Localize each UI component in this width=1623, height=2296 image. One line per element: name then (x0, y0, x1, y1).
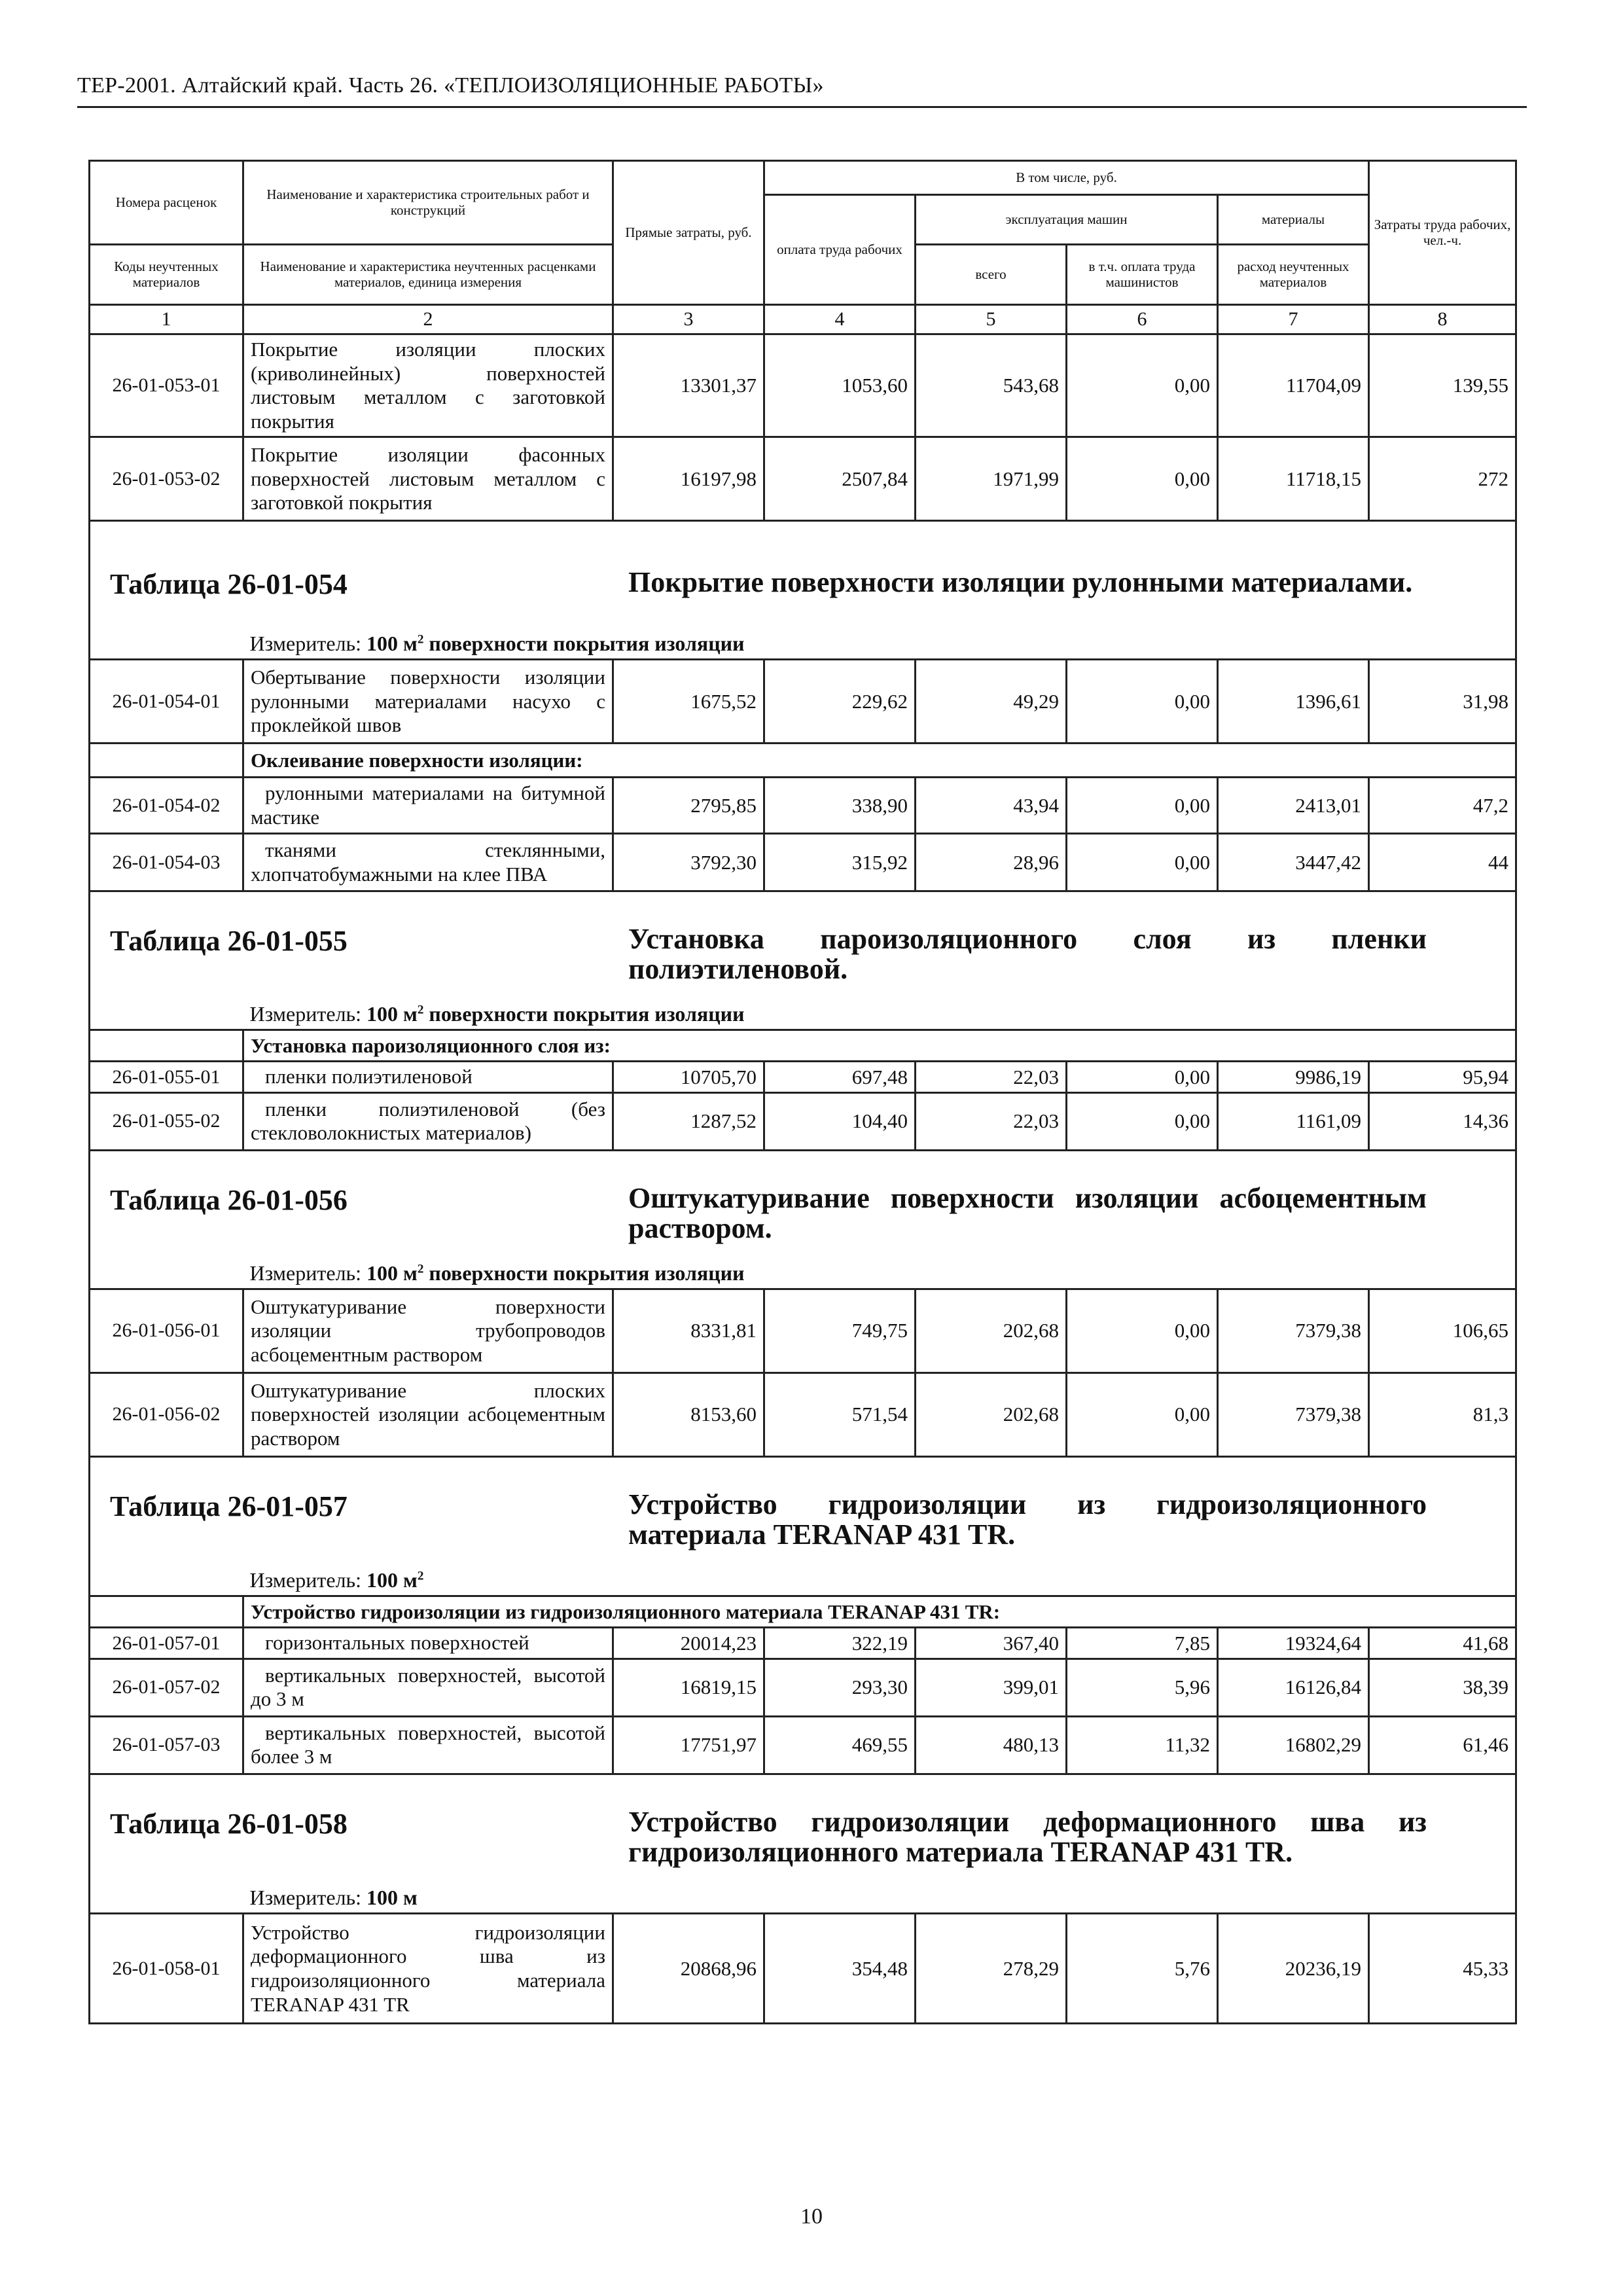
rate-row (90, 1289, 1516, 1372)
rate-row (90, 1628, 1516, 1659)
measure-label: Измеритель: (249, 1568, 362, 1592)
col3-header: Прямые затраты, руб. (613, 161, 764, 305)
measure-row (90, 628, 1516, 660)
direct-cost: 20868,96 (613, 1914, 764, 2024)
machinist-cost: 0,00 (1067, 1289, 1218, 1372)
rate-row (90, 834, 1516, 891)
col2-bottom-header: Наименование и характеристика неучтенных расценками материалов, единица измерения (243, 245, 613, 305)
column-number-row (90, 305, 1516, 334)
materials-cost: 7379,38 (1218, 1289, 1369, 1372)
rate-row (90, 1716, 1516, 1774)
subheading-row (90, 1030, 1516, 1062)
direct-cost: 2795,85 (613, 778, 764, 834)
measure-description: поверхности покрытия изоляции (423, 1261, 745, 1285)
measure-value: 100 м (366, 1261, 418, 1285)
rate-code: 26-01-056-02 (90, 1372, 243, 1456)
labor-cost: 571,54 (764, 1372, 916, 1456)
col8-header: Затраты труда рабочих, чел.-ч. (1369, 161, 1516, 305)
section-title-row (90, 891, 1516, 999)
section-title-row (90, 1150, 1516, 1257)
subheading-row (90, 744, 1516, 778)
rate-row (90, 1062, 1516, 1093)
direct-cost: 17751,97 (613, 1716, 764, 1774)
rate-name: тканями стеклянными, хлопчатобумажными на клее ПВА (243, 834, 613, 891)
machine-cost: 43,94 (916, 778, 1067, 834)
direct-cost: 8153,60 (613, 1372, 764, 1456)
materials-cost: 1396,61 (1218, 660, 1369, 744)
rate-name: Оштукатуривание плоских поверхностей изоляции асбоцементным раствором (243, 1372, 613, 1456)
rate-code: 26-01-055-02 (90, 1092, 243, 1150)
section-title-row (90, 1456, 1516, 1564)
measure-row (90, 1257, 1516, 1289)
col6-header: в т.ч. оплата труда машинистов (1067, 245, 1218, 305)
rate-code: 26-01-057-02 (90, 1659, 243, 1716)
labor-hours: 45,33 (1369, 1914, 1516, 2024)
materials-cost: 11704,09 (1218, 334, 1369, 437)
subheading-row (90, 1596, 1516, 1628)
rate-name: Устройство гидроизоляции деформационного шва из гидроизоляционного материала TERANAP 431 TR (243, 1914, 613, 2024)
machinist-cost: 0,00 (1067, 1092, 1218, 1150)
measure-description: поверхности покрытия изоляции (423, 632, 745, 656)
rate-code: 26-01-056-01 (90, 1289, 243, 1372)
machine-cost: 22,03 (916, 1062, 1067, 1093)
labor-cost: 697,48 (764, 1062, 916, 1093)
materials-cost: 3447,42 (1218, 834, 1369, 891)
rate-row (90, 334, 1516, 437)
measure-label: Измеритель: (249, 1002, 362, 1026)
measure-label: Измеритель: (249, 632, 362, 656)
labor-cost: 322,19 (764, 1628, 916, 1659)
measure-value: 100 м (366, 632, 418, 656)
labor-cost: 229,62 (764, 660, 916, 744)
direct-cost: 8331,81 (613, 1289, 764, 1372)
labor-cost: 293,30 (764, 1659, 916, 1716)
col2-top-header: Наименование и характеристика строительных работ и конструкций (243, 161, 613, 245)
measure-value: 100 м (366, 1885, 418, 1909)
table-title: Установка пароизоляционного слоя из пленки полиэтиленовой. (628, 923, 1427, 986)
rate-row (90, 660, 1516, 744)
machinist-cost: 0,00 (1067, 1372, 1218, 1456)
labor-hours: 272 (1369, 437, 1516, 521)
labor-hours: 61,46 (1369, 1716, 1516, 1774)
rate-row (90, 1092, 1516, 1150)
materials-cost: 11718,15 (1218, 437, 1369, 521)
labor-cost: 354,48 (764, 1914, 916, 2024)
col7-header: расход неучтенных материалов (1218, 245, 1369, 305)
machinist-cost: 0,00 (1067, 1062, 1218, 1093)
column-number: 3 (613, 305, 764, 334)
header-row-1 (90, 161, 1516, 195)
rate-name: Покрытие изоляции плоских (криволинейных) поверхностей листовым металлом с заготовкой покрытия (243, 334, 613, 437)
direct-cost: 10705,70 (613, 1062, 764, 1093)
labor-cost: 469,55 (764, 1716, 916, 1774)
rate-code: 26-01-053-02 (90, 437, 243, 521)
page-number: 10 (800, 2204, 823, 2229)
section-title-row (90, 1774, 1516, 1881)
machinist-cost: 5,76 (1067, 1914, 1218, 2024)
machine-cost: 202,68 (916, 1289, 1067, 1372)
rates-table (88, 160, 1517, 2024)
measure-exponent: 2 (417, 1003, 424, 1017)
measure-row (90, 1881, 1516, 1914)
group-machines-header: эксплуатация машин (916, 195, 1218, 245)
materials-cost: 2413,01 (1218, 778, 1369, 834)
rate-code: 26-01-058-01 (90, 1914, 243, 2024)
labor-hours: 95,94 (1369, 1062, 1516, 1093)
column-number: 4 (764, 305, 916, 334)
group-materials-header: материалы (1218, 195, 1369, 245)
direct-cost: 13301,37 (613, 334, 764, 437)
subheading: Оклеивание поверхности изоляции: (243, 744, 1516, 778)
labor-cost: 749,75 (764, 1289, 916, 1372)
labor-cost: 104,40 (764, 1092, 916, 1150)
machine-cost: 399,01 (916, 1659, 1067, 1716)
materials-cost: 20236,19 (1218, 1914, 1369, 2024)
group-main-header: В том числе, руб. (764, 161, 1369, 195)
rate-row (90, 437, 1516, 521)
rate-row (90, 1914, 1516, 2024)
measure-value: 100 м (366, 1568, 418, 1592)
column-number: 2 (243, 305, 613, 334)
rate-name: пленки полиэтиленовой (243, 1062, 613, 1093)
rate-code: 26-01-054-02 (90, 778, 243, 834)
subheading: Установка пароизоляционного слоя из: (243, 1030, 1516, 1062)
header-rule (77, 106, 1527, 108)
materials-cost: 9986,19 (1218, 1062, 1369, 1093)
rate-name: горизонтальных поверхностей (243, 1628, 613, 1659)
col4-header: оплата труда рабочих (764, 195, 916, 305)
table-title: Покрытие поверхности изоляции рулонными материалами. (628, 565, 1413, 598)
measure-exponent: 2 (417, 1262, 424, 1276)
measure-row (90, 998, 1516, 1030)
rate-code: 26-01-057-03 (90, 1716, 243, 1774)
direct-cost: 16197,98 (613, 437, 764, 521)
running-header: ТЕР-2001. Алтайский край. Часть 26. «ТЕПЛОИЗОЛЯЦИОННЫЕ РАБОТЫ» (77, 73, 824, 98)
machine-cost: 543,68 (916, 334, 1067, 437)
machine-cost: 480,13 (916, 1716, 1067, 1774)
table-title: Оштукатуривание поверхности изоляции асбоцементным раствором. (628, 1181, 1427, 1244)
measure-description: поверхности покрытия изоляции (423, 1002, 745, 1026)
labor-hours: 38,39 (1369, 1659, 1516, 1716)
table-number: Таблица 26-01-055 (110, 925, 348, 958)
materials-cost: 19324,64 (1218, 1628, 1369, 1659)
labor-cost: 338,90 (764, 778, 916, 834)
column-number: 6 (1067, 305, 1218, 334)
table-number: Таблица 26-01-054 (110, 567, 348, 600)
table-title: Устройство гидроизоляции деформационного шва из гидроизоляционного материала TERANAP 431 TR. (628, 1805, 1427, 1868)
labor-hours: 41,68 (1369, 1628, 1516, 1659)
machinist-cost: 7,85 (1067, 1628, 1218, 1659)
machine-cost: 49,29 (916, 660, 1067, 744)
materials-cost: 7379,38 (1218, 1372, 1369, 1456)
labor-hours: 106,65 (1369, 1289, 1516, 1372)
machinist-cost: 0,00 (1067, 437, 1218, 521)
direct-cost: 3792,30 (613, 834, 764, 891)
column-number: 5 (916, 305, 1067, 334)
machine-cost: 278,29 (916, 1914, 1067, 2024)
direct-cost: 16819,15 (613, 1659, 764, 1716)
machine-cost: 28,96 (916, 834, 1067, 891)
rate-row (90, 1659, 1516, 1716)
machinist-cost: 11,32 (1067, 1716, 1218, 1774)
materials-cost: 1161,09 (1218, 1092, 1369, 1150)
labor-cost: 315,92 (764, 834, 916, 891)
rate-name: вертикальных поверхностей, высотой до 3 м (243, 1659, 613, 1716)
machinist-cost: 0,00 (1067, 660, 1218, 744)
rate-code: 26-01-054-03 (90, 834, 243, 891)
section-title-row (90, 521, 1516, 628)
rate-code: 26-01-055-01 (90, 1062, 243, 1093)
machinist-cost: 0,00 (1067, 334, 1218, 437)
rate-name: пленки полиэтиленовой (без стекловолокнистых материалов) (243, 1092, 613, 1150)
measure-label: Измеритель: (249, 1885, 362, 1909)
col1-top-header: Номера расценок (90, 161, 243, 245)
machine-cost: 22,03 (916, 1092, 1067, 1150)
rate-name: Покрытие изоляции фасонных поверхностей листовым металлом с заготовкой покрытия (243, 437, 613, 521)
labor-hours: 31,98 (1369, 660, 1516, 744)
rate-code: 26-01-057-01 (90, 1628, 243, 1659)
labor-hours: 14,36 (1369, 1092, 1516, 1150)
table-number: Таблица 26-01-057 (110, 1490, 348, 1522)
table-number: Таблица 26-01-056 (110, 1183, 348, 1216)
measure-label: Измеритель: (249, 1261, 362, 1285)
labor-cost: 1053,60 (764, 334, 916, 437)
materials-cost: 16802,29 (1218, 1716, 1369, 1774)
col5-header: всего (916, 245, 1067, 305)
rate-row (90, 1372, 1516, 1456)
materials-cost: 16126,84 (1218, 1659, 1369, 1716)
labor-hours: 81,3 (1369, 1372, 1516, 1456)
column-number: 7 (1218, 305, 1369, 334)
machine-cost: 1971,99 (916, 437, 1067, 521)
measure-exponent: 2 (417, 632, 424, 647)
labor-cost: 2507,84 (764, 437, 916, 521)
labor-hours: 47,2 (1369, 778, 1516, 834)
column-number: 1 (90, 305, 243, 334)
rate-name: Обертывание поверхности изоляции рулонными материалами насухо с проклейкой швов (243, 660, 613, 744)
measure-exponent: 2 (417, 1568, 424, 1583)
rate-code: 26-01-053-01 (90, 334, 243, 437)
table-title: Устройство гидроизоляции из гидроизоляционного материала TERANAP 431 TR. (628, 1488, 1427, 1551)
measure-row (90, 1564, 1516, 1596)
column-number: 8 (1369, 305, 1516, 334)
machinist-cost: 0,00 (1067, 834, 1218, 891)
rate-row (90, 778, 1516, 834)
direct-cost: 20014,23 (613, 1628, 764, 1659)
labor-hours: 139,55 (1369, 334, 1516, 437)
col1-bottom-header: Коды неучтенных материалов (90, 245, 243, 305)
machinist-cost: 5,96 (1067, 1659, 1218, 1716)
rate-name: Оштукатуривание поверхности изоляции трубопроводов асбоцементным раствором (243, 1289, 613, 1372)
direct-cost: 1287,52 (613, 1092, 764, 1150)
table-number: Таблица 26-01-058 (110, 1807, 348, 1840)
labor-hours: 44 (1369, 834, 1516, 891)
direct-cost: 1675,52 (613, 660, 764, 744)
machine-cost: 367,40 (916, 1628, 1067, 1659)
rate-code: 26-01-054-01 (90, 660, 243, 744)
subheading: Устройство гидроизоляции из гидроизоляционного материала TERANAP 431 TR: (243, 1596, 1516, 1628)
rate-name: рулонными материалами на битумной мастике (243, 778, 613, 834)
machine-cost: 202,68 (916, 1372, 1067, 1456)
measure-value: 100 м (366, 1002, 418, 1026)
machinist-cost: 0,00 (1067, 778, 1218, 834)
rate-name: вертикальных поверхностей, высотой более 3 м (243, 1716, 613, 1774)
